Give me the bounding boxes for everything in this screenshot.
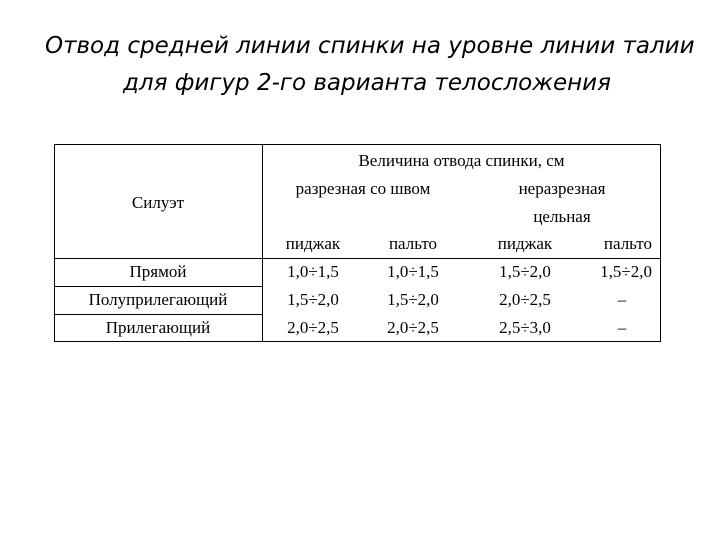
row-silhouette: Прямой (129, 262, 187, 281)
subheader-coat-cut: пальто (388, 234, 438, 253)
back-offset-table (54, 144, 661, 342)
table-border-bottom (54, 341, 661, 342)
subheader-jacket-cut: пиджак (285, 234, 341, 253)
row-silhouette: Полуприлегающий (88, 290, 228, 309)
table-border-right (660, 144, 661, 342)
row-value: 2,0÷2,5 (387, 318, 439, 337)
table-border-top (54, 144, 661, 145)
table-border-left (54, 144, 55, 342)
row-value: 1,5÷2,0 (600, 262, 652, 281)
no-cut-header-line-2: цельная (533, 207, 591, 226)
subheader-jacket-nocut: пиджак (497, 234, 553, 253)
header-divider (54, 258, 661, 259)
row-value: 2,0÷2,5 (287, 318, 339, 337)
row-value: 1,5÷2,0 (387, 290, 439, 309)
row-value: – (617, 290, 627, 309)
row-value: 2,0÷2,5 (499, 290, 551, 309)
no-cut-header-line-1: неразрезная (518, 179, 606, 198)
slide-title-line-2: для фигур 2-го варианта телосложения (123, 70, 611, 96)
row-divider-1 (54, 286, 263, 287)
subheader-coat-nocut: пальто (603, 234, 652, 253)
row-value: 2,5÷3,0 (499, 318, 551, 337)
silhouette-header: Силуэт (131, 193, 185, 212)
offset-group-header: Величина отвода спинки, см (358, 151, 565, 170)
cut-with-seam-header: разрезная со швом (295, 179, 431, 198)
row-value: 1,5÷2,0 (287, 290, 339, 309)
row-value: – (617, 318, 627, 337)
row-value: 1,0÷1,5 (287, 262, 339, 281)
row-value: 1,5÷2,0 (499, 262, 551, 281)
row-value: 1,0÷1,5 (387, 262, 439, 281)
row-divider-2 (54, 314, 263, 315)
row-silhouette: Прилегающий (105, 318, 211, 337)
slide-title-line-1: Отвод средней линии спинки на уровне линии талии (45, 33, 695, 59)
